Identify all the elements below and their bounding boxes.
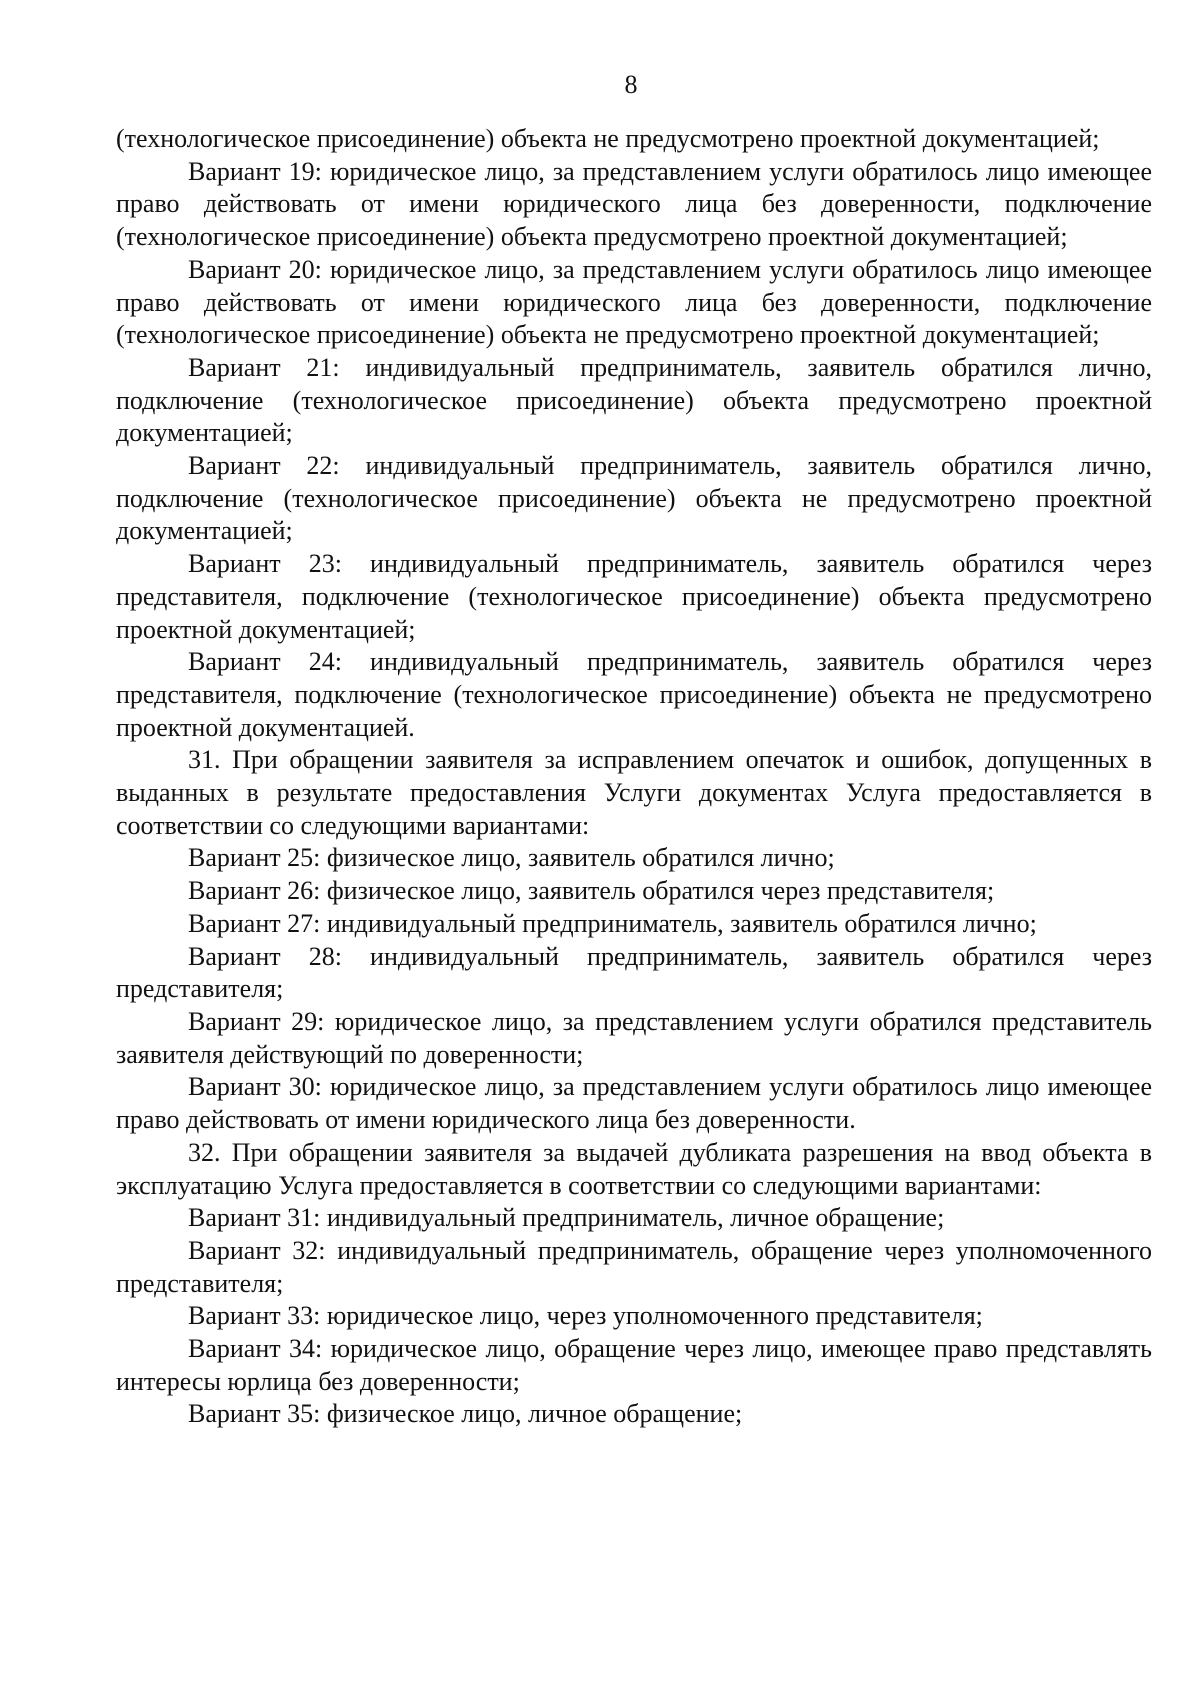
paragraph-variant-20: Вариант 20: юридическое лицо, за представлением услуги обратилось лицо имеющее право действовать от имени юридического лица без доверенности, подключение (технологическое присоединение) объекта не предусмотрено проектной документацией;: [116, 254, 1152, 350]
paragraph-variant-25: Вариант 25: физическое лицо, заявитель обратился лично;: [188, 843, 835, 873]
paragraph-variant-28: Вариант 28: индивидуальный предприниматель, заявитель обратился через представителя;: [116, 941, 1152, 1004]
paragraph-variant-23: Вариант 23: индивидуальный предприниматель, заявитель обратился через представителя, подключение (технологическое присоединение) объекта предусмотрено проектной документацией;: [116, 549, 1152, 644]
paragraph-variant-27: Вариант 27: индивидуальный предприниматель, заявитель обратился лично;: [188, 908, 1037, 938]
document-body: [116, 123, 1152, 1431]
paragraph-variant-33: Вариант 33: юридическое лицо, через уполномоченного представителя;: [188, 1301, 983, 1331]
paragraph-variant-35: Вариант 35: физическое лицо, личное обращение;: [188, 1399, 743, 1429]
paragraph-variant-30: Вариант 30: юридическое лицо, за представлением услуги обратилось лицо имеющее право действовать от имени юридического лица без доверенности.: [116, 1072, 1152, 1135]
paragraph-variant-34: Вариант 34: юридическое лицо, обращение через лицо, имеющее право представлять интересы юрлица без доверенности;: [116, 1334, 1152, 1396]
paragraph-clause-31: 31. При обращении заявителя за исправлением опечаток и ошибок, допущенных в выданных в результате предоставления Услуги документах Услуга предоставляется в соответствии со следующими вариантами:: [116, 745, 1152, 840]
paragraph-clause-32: 32. При обращении заявителя за выдачей дубликата разрешения на ввод объекта в эксплуатацию Услуга предоставляется в соответствии со следующими вариантами:: [116, 1137, 1152, 1200]
paragraph-continuation: (технологическое присоединение) объекта не предусмотрено проектной документацией;: [116, 124, 1100, 153]
paragraph-variant-26: Вариант 26: физическое лицо, заявитель обратился через представителя;: [188, 876, 995, 906]
page-number: 8: [624, 70, 638, 99]
paragraph-variant-19: Вариант 19: юридическое лицо, за представлением услуги обратилось лицо имеющее право действовать от имени юридического лица без доверенности, подключение (технологическое присоединение) объекта предусмотрено проектной документацией;: [116, 156, 1152, 252]
paragraph-variant-31: Вариант 31: индивидуальный предприниматель, личное обращение;: [188, 1203, 945, 1233]
paragraph-variant-24: Вариант 24: индивидуальный предприниматель, заявитель обратился через представителя, подключение (технологическое присоединение) объекта не предусмотрено проектной документацией.: [116, 647, 1152, 742]
paragraph-variant-21: Вариант 21: индивидуальный предприниматель, заявитель обратился лично, подключение (технологическое присоединение) объекта предусмотрено проектной документацией;: [116, 352, 1152, 448]
paragraph-variant-32: Вариант 32: индивидуальный предприниматель, обращение через уполномоченного представителя;: [116, 1235, 1152, 1298]
paragraph-variant-29: Вариант 29: юридическое лицо, за представлением услуги обратился представитель заявителя действующий по доверенности;: [116, 1006, 1152, 1069]
paragraph-variant-22: Вариант 22: индивидуальный предприниматель, заявитель обратился лично, подключение (технологическое присоединение) объекта не предусмотрено проектной документацией;: [116, 451, 1152, 546]
